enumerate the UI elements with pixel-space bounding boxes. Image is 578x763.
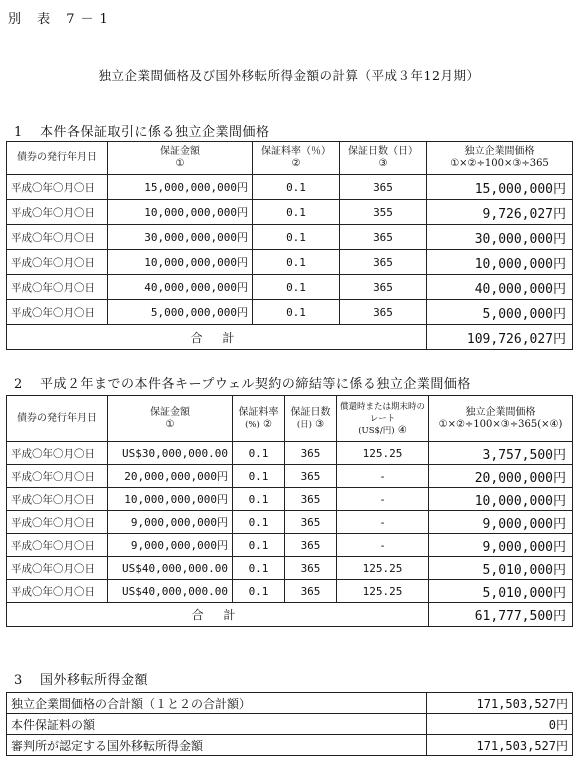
s2-amount: US$40,000,000.00 [108,580,233,603]
s2-rate: 0.1 [233,511,285,534]
s2-header-date: 債券の発行年月日 [7,396,108,442]
s3-label: 独立企業間価格の合計額（１と２の合計額） [7,693,427,714]
s2-header-price: 独立企業間価格 ①×②÷100×③÷365(×④) [429,396,573,442]
document-title: 独立企業間価格及び国外移転所得金額の計算（平成３年12月期） [98,68,480,83]
s1-price: 40,000,000円 [427,275,573,300]
section3-heading [14,669,148,688]
section2-heading [14,373,471,392]
s2-fx: - [337,534,429,557]
table-row [7,275,573,300]
table-row [7,250,573,275]
s2-price: 5,010,000円 [429,580,573,603]
s3-value: 171,503,527円 [427,693,573,714]
s1-price: 15,000,000円 [427,175,573,200]
s2-price: 10,000,000円 [429,488,573,511]
s1-price: 9,726,027円 [427,200,573,225]
s2-header-amount: 保証金額 ① [108,396,233,442]
s1-days: 365 [340,225,427,250]
s2-amount: 9,000,000,000円 [108,534,233,557]
s2-header-fx: 償還時または期末時のレート (US$/円) ④ [337,396,429,442]
s2-fx: - [337,511,429,534]
s3-value: 171,503,527円 [427,735,573,756]
s1-price: 30,000,000円 [427,225,573,250]
s1-rate: 0.1 [253,250,340,275]
section3-title: 国外移転所得金額 [40,673,149,688]
s2-date: 平成〇年〇月〇日 [7,511,108,534]
section2-title: 平成２年までの本件各キープウェル契約の締結等に係る独立企業間価格 [40,377,471,392]
s2-date: 平成〇年〇月〇日 [7,557,108,580]
section1-heading [14,121,270,140]
section1-total-row [7,325,573,350]
s2-date: 平成〇年〇月〇日 [7,488,108,511]
s1-date: 平成〇年〇月〇日 [7,250,108,275]
s2-rate: 0.1 [233,580,285,603]
s1-date: 平成〇年〇月〇日 [7,225,108,250]
table-row [7,200,573,225]
s1-header-rate: 保証料率（％） ② [253,142,340,175]
s3-label: 本件保証料の額 [7,714,427,735]
s1-amount: 5,000,000,000円 [108,300,253,325]
table-row [7,511,573,534]
s2-days: 365 [285,580,337,603]
appendix-label: 別 表 7－1 [8,12,114,27]
s2-rate: 0.1 [233,442,285,465]
s2-days: 365 [285,534,337,557]
table-row [7,225,573,250]
s1-date: 平成〇年〇月〇日 [7,200,108,225]
s1-total-label: 合 計 [7,325,427,350]
s1-date: 平成〇年〇月〇日 [7,300,108,325]
s2-price: 3,757,500円 [429,442,573,465]
table-row [7,534,573,557]
s1-days: 365 [340,300,427,325]
s1-total-value: 109,726,027円 [427,325,573,350]
s2-fx: 125.25 [337,442,429,465]
table-row [7,300,573,325]
section3-number: 3 [14,673,23,688]
s2-date: 平成〇年〇月〇日 [7,442,108,465]
s2-fx: - [337,465,429,488]
table-row [7,442,573,465]
s1-price: 10,000,000円 [427,250,573,275]
s2-days: 365 [285,488,337,511]
s1-date: 平成〇年〇月〇日 [7,275,108,300]
s1-amount: 40,000,000,000円 [108,275,253,300]
s1-amount: 10,000,000,000円 [108,200,253,225]
s1-rate: 0.1 [253,175,340,200]
s2-date: 平成〇年〇月〇日 [7,465,108,488]
table-row [7,735,573,756]
s1-price: 5,000,000円 [427,300,573,325]
s2-fx: 125.25 [337,557,429,580]
section2-total-row [7,603,573,627]
s1-days: 355 [340,200,427,225]
s2-price: 9,000,000円 [429,511,573,534]
s2-header-rate: 保証料率 (%) ② [233,396,285,442]
s1-rate: 0.1 [253,300,340,325]
s2-rate: 0.1 [233,488,285,511]
section1-number: 1 [14,125,23,140]
table-row [7,175,573,200]
table-row [7,557,573,580]
section2-table [6,395,573,627]
s2-fx: - [337,488,429,511]
section1-table [6,141,573,350]
s1-header-date: 債券の発行年月日 [7,142,108,175]
s2-days: 365 [285,511,337,534]
s1-rate: 0.1 [253,225,340,250]
s2-date: 平成〇年〇月〇日 [7,534,108,557]
section1-title: 本件各保証取引に係る独立企業間価格 [40,125,270,140]
s1-amount: 10,000,000,000円 [108,250,253,275]
s2-days: 365 [285,465,337,488]
s2-total-label: 合 計 [7,603,429,627]
s2-amount: 10,000,000,000円 [108,488,233,511]
s1-amount: 30,000,000,000円 [108,225,253,250]
s2-rate: 0.1 [233,534,285,557]
s1-days: 365 [340,175,427,200]
table-row [7,580,573,603]
s3-value: 0円 [427,714,573,735]
section2-number: 2 [14,377,23,392]
s2-rate: 0.1 [233,557,285,580]
s2-total-value: 61,777,500円 [429,603,573,627]
s1-date: 平成〇年〇月〇日 [7,175,108,200]
section3-table [6,692,573,756]
section1-header-row [7,142,573,175]
s1-amount: 15,000,000,000円 [108,175,253,200]
s2-rate: 0.1 [233,465,285,488]
s2-price: 9,000,000円 [429,534,573,557]
s2-price: 5,010,000円 [429,557,573,580]
s1-header-amount: 保証金額 ① [108,142,253,175]
s1-days: 365 [340,250,427,275]
s2-price: 20,000,000円 [429,465,573,488]
s1-header-price: 独立企業間価格 ①×②÷100×③÷365 [427,142,573,175]
s2-amount: 9,000,000,000円 [108,511,233,534]
s2-amount: US$40,000,000.00 [108,557,233,580]
s2-amount: US$30,000,000.00 [108,442,233,465]
table-row [7,714,573,735]
s2-days: 365 [285,557,337,580]
s2-header-days: 保証日数 (日) ③ [285,396,337,442]
s2-days: 365 [285,442,337,465]
s2-amount: 20,000,000,000円 [108,465,233,488]
s2-date: 平成〇年〇月〇日 [7,580,108,603]
s1-days: 365 [340,275,427,300]
table-row [7,693,573,714]
s1-rate: 0.1 [253,200,340,225]
s3-label: 審判所が認定する国外移転所得金額 [7,735,427,756]
s2-fx: 125.25 [337,580,429,603]
s1-rate: 0.1 [253,275,340,300]
section2-header-row [7,396,573,442]
table-row [7,488,573,511]
table-row [7,465,573,488]
s1-header-days: 保証日数（日） ③ [340,142,427,175]
